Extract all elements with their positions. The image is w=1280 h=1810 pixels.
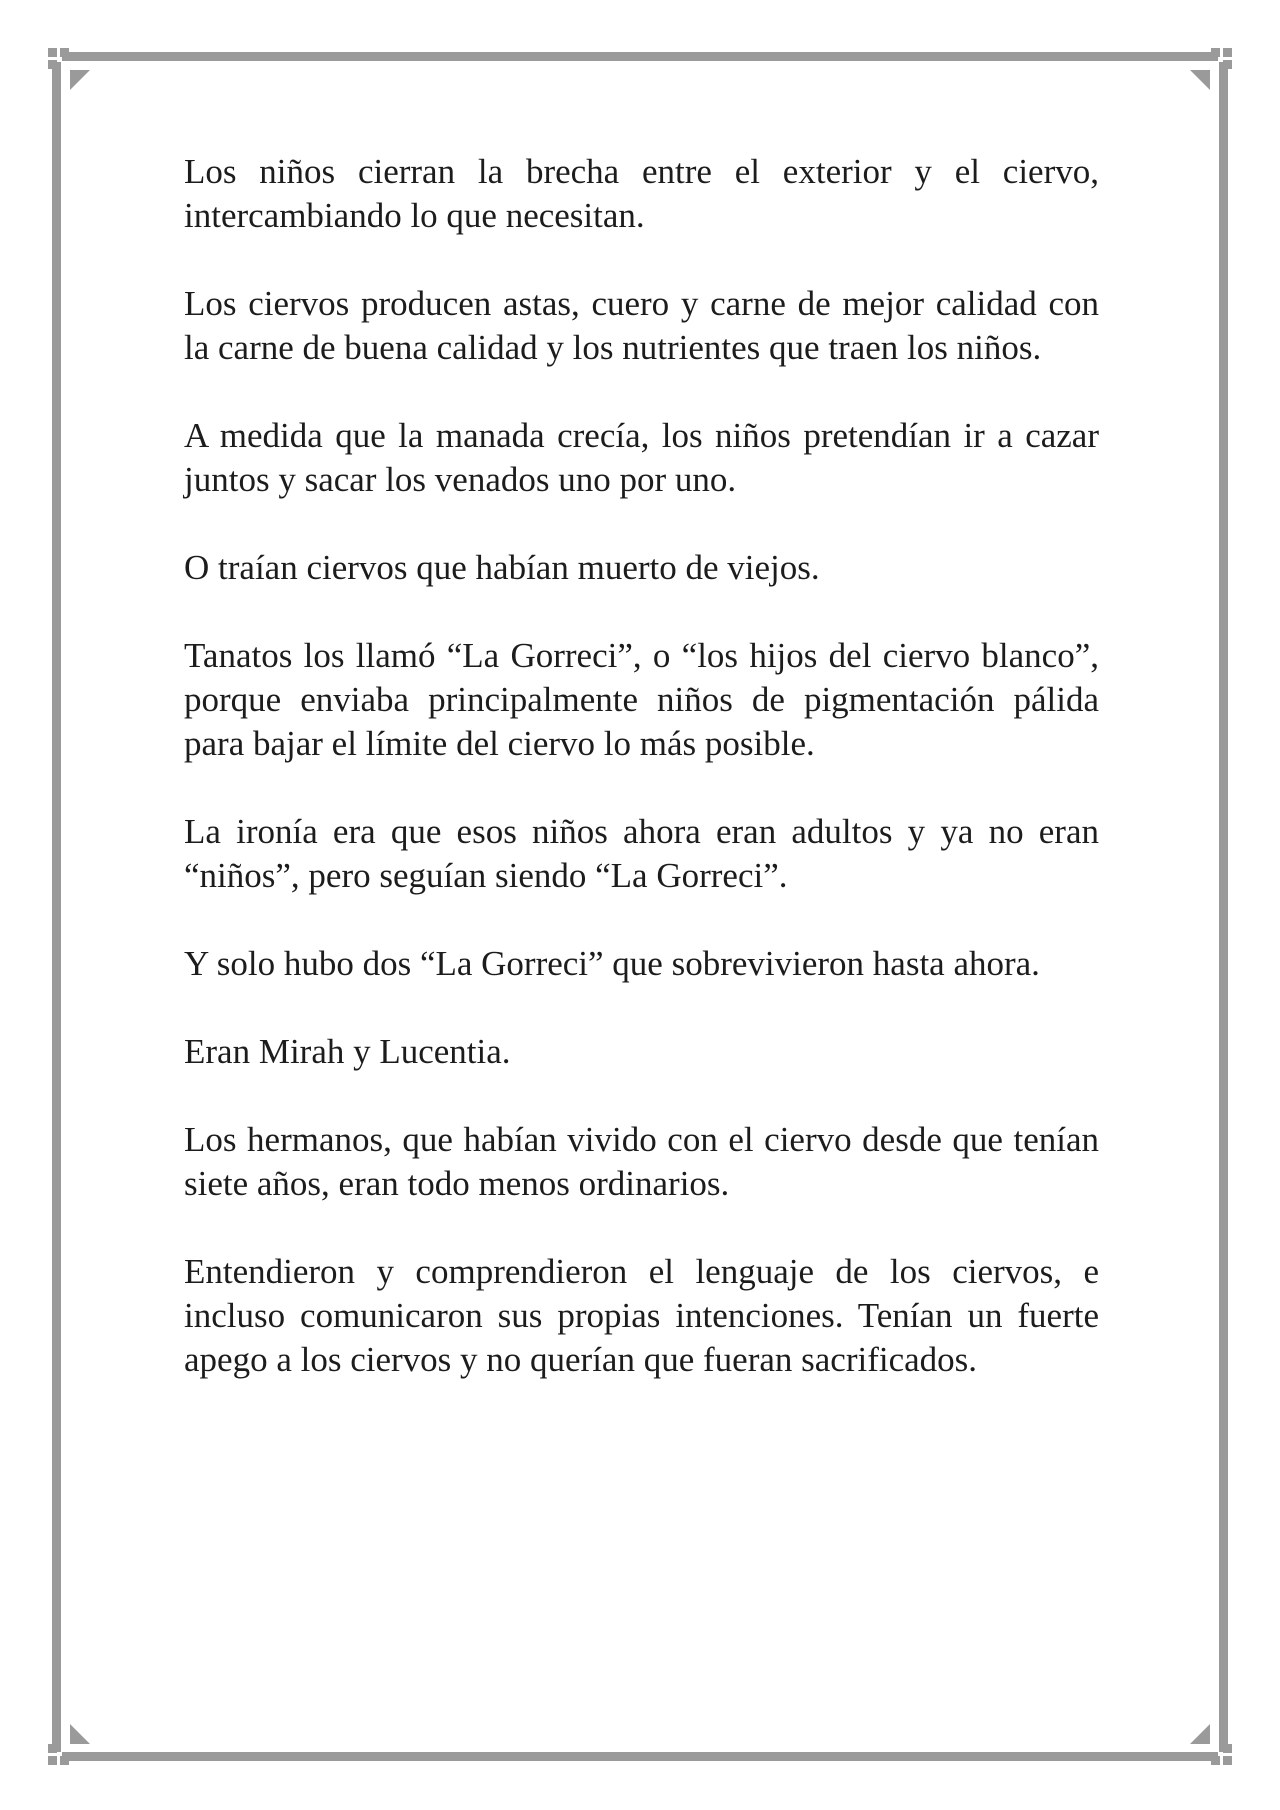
- corner-ornament-bottom-left: [48, 1756, 57, 1765]
- corner-ornament-bottom-right-2: [1211, 1756, 1220, 1765]
- frame-bottom-border: [62, 1752, 1218, 1761]
- corner-ornament-top-right-2: [1211, 48, 1220, 57]
- corner-triangle-bottom-left: [70, 1724, 90, 1744]
- corner-ornament-top-left-3: [48, 60, 57, 69]
- paragraph: O traían ciervos que habían muerto de viejos.: [184, 548, 820, 587]
- corner-ornament-top-right-3: [1223, 60, 1232, 69]
- paragraph: Los hermanos, que habían vivido con el ciervo desde que tenían siete años, eran todo menos ordinarios.: [184, 1120, 1099, 1203]
- corner-ornament-bottom-right-3: [1223, 1744, 1232, 1753]
- corner-ornament-top-left: [48, 48, 57, 57]
- corner-ornament-top-left-2: [60, 48, 69, 57]
- paragraph: Eran Mirah y Lucentia.: [184, 1032, 511, 1071]
- corner-triangle-top-right: [1190, 70, 1210, 90]
- corner-triangle-top-left: [70, 70, 90, 90]
- paragraph: La ironía era que esos niños ahora eran adultos y ya no eran “niños”, pero seguían siendo “La Gorreci”.: [184, 812, 1099, 895]
- corner-ornament-bottom-left-3: [48, 1744, 57, 1753]
- corner-triangle-bottom-right: [1190, 1724, 1210, 1744]
- paragraph: Entendieron y comprendieron el lenguaje de los ciervos, e incluso comunicaron sus propias intenciones. Tenían un fuerte apego a los ciervos y no querían que fueran sacrificados.: [184, 1252, 1099, 1379]
- frame-left-border: [52, 62, 61, 1752]
- paragraph: A medida que la manada crecía, los niños pretendían ir a cazar juntos y sacar los venados uno por uno.: [184, 416, 1099, 499]
- corner-ornament-top-right: [1223, 48, 1232, 57]
- frame-right-border: [1219, 62, 1228, 1752]
- paragraph: Los niños cierran la brecha entre el exterior y el ciervo, intercambiando lo que necesitan.: [184, 152, 1099, 235]
- frame-top-border: [62, 52, 1218, 61]
- paragraph: Los ciervos producen astas, cuero y carne de mejor calidad con la carne de buena calidad y los nutrientes que traen los niños.: [184, 284, 1099, 367]
- corner-ornament-bottom-right: [1223, 1756, 1232, 1765]
- paragraph: Tanatos los llamó “La Gorreci”, o “los hijos del ciervo blanco”, porque enviaba principalmente niños de pigmentación pálida para bajar el límite del ciervo lo más posible.: [184, 636, 1099, 763]
- body-text: [184, 150, 1099, 1426]
- paragraph: Y solo hubo dos “La Gorreci” que sobrevivieron hasta ahora.: [184, 944, 1040, 983]
- corner-ornament-bottom-left-2: [60, 1756, 69, 1765]
